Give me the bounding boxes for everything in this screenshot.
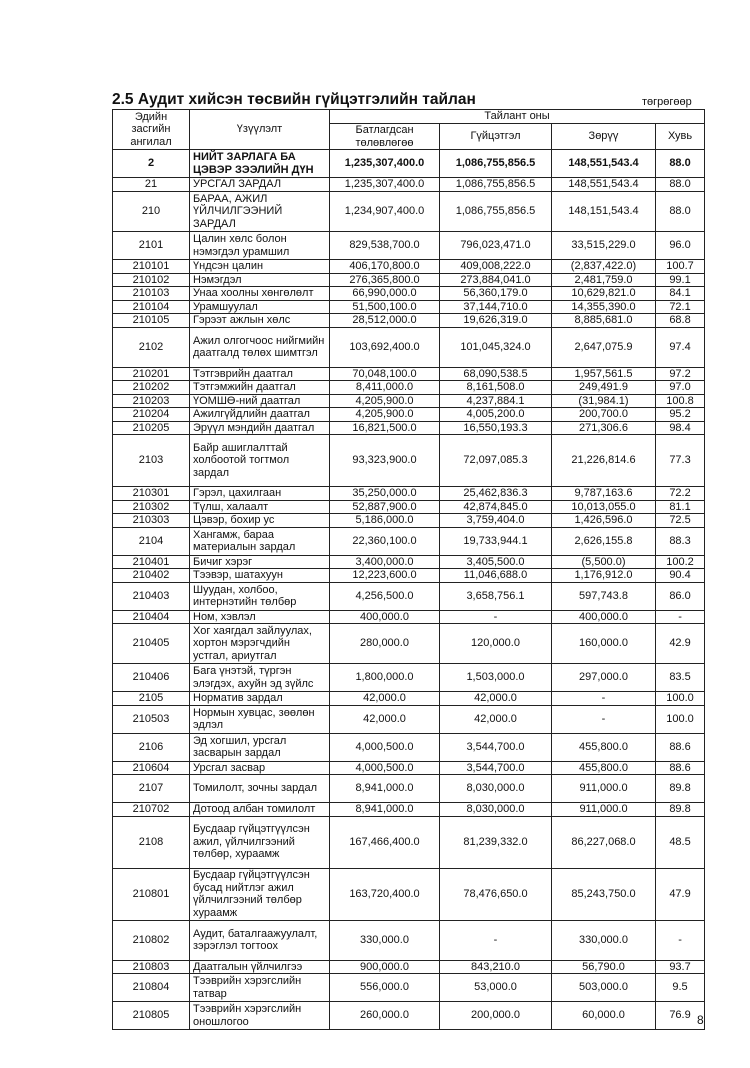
cell-name: Аудит, баталгаажуулалт, зэрэглэл тогтоох bbox=[190, 920, 330, 960]
cell-actual: 3,544,700.0 bbox=[440, 733, 552, 761]
table-row bbox=[113, 1002, 705, 1030]
table-row bbox=[113, 327, 705, 367]
cell-diff: 10,013,055.0 bbox=[552, 500, 656, 514]
table-row bbox=[113, 314, 705, 328]
table-row bbox=[113, 920, 705, 960]
cell-code: 210 bbox=[113, 192, 190, 232]
table-row bbox=[113, 527, 705, 555]
cell-pct: 88.0 bbox=[656, 192, 705, 232]
cell-pct: 42.9 bbox=[656, 624, 705, 664]
cell-code: 210302 bbox=[113, 500, 190, 514]
cell-diff: 33,515,229.0 bbox=[552, 232, 656, 260]
cell-diff: 271,306.6 bbox=[552, 421, 656, 435]
cell-actual: 200,000.0 bbox=[440, 1002, 552, 1030]
cell-diff: 14,355,390.0 bbox=[552, 300, 656, 314]
cell-diff: 455,800.0 bbox=[552, 761, 656, 775]
cell-plan: 70,048,100.0 bbox=[330, 367, 440, 381]
header-plan: Батлагдсан төлөвлөгөө bbox=[330, 124, 440, 150]
cell-code: 210403 bbox=[113, 582, 190, 610]
cell-pct: 89.8 bbox=[656, 803, 705, 817]
cell-plan: 167,466,400.0 bbox=[330, 816, 440, 868]
cell-actual: 120,000.0 bbox=[440, 624, 552, 664]
header-code: Эдийн засгийн ангилал bbox=[113, 110, 190, 150]
cell-diff: 911,000.0 bbox=[552, 803, 656, 817]
cell-code: 210105 bbox=[113, 314, 190, 328]
cell-code: 210301 bbox=[113, 487, 190, 501]
cell-plan: 8,941,000.0 bbox=[330, 803, 440, 817]
cell-plan: 16,821,500.0 bbox=[330, 421, 440, 435]
cell-plan: 163,720,400.0 bbox=[330, 868, 440, 920]
cell-actual: 4,005,200.0 bbox=[440, 408, 552, 422]
cell-diff: (31,984.1) bbox=[552, 394, 656, 408]
cell-actual: 68,090,538.5 bbox=[440, 367, 552, 381]
cell-name: Цалин хөлс болон нэмэгдэл урамшил bbox=[190, 232, 330, 260]
table-row bbox=[113, 232, 705, 260]
cell-code: 2107 bbox=[113, 775, 190, 803]
cell-pct: 88.0 bbox=[656, 178, 705, 192]
budget-table bbox=[112, 109, 705, 1030]
cell-pct: 72.2 bbox=[656, 487, 705, 501]
cell-plan: 260,000.0 bbox=[330, 1002, 440, 1030]
cell-actual: - bbox=[440, 610, 552, 624]
cell-pct: - bbox=[656, 920, 705, 960]
cell-pct: 68.8 bbox=[656, 314, 705, 328]
cell-diff: 8,885,681.0 bbox=[552, 314, 656, 328]
cell-name: Ажил олгогчоос нийгмийн даатгалд төлөх шимтгэл bbox=[190, 327, 330, 367]
cell-actual: 42,000.0 bbox=[440, 705, 552, 733]
header-diff: Зөрүү bbox=[552, 124, 656, 150]
cell-name: Дотоод албан томилолт bbox=[190, 803, 330, 817]
cell-name: Байр ашиглалттай холбоотой тогтмол зардал bbox=[190, 435, 330, 487]
cell-plan: 900,000.0 bbox=[330, 960, 440, 974]
cell-plan: 22,360,100.0 bbox=[330, 527, 440, 555]
table-row bbox=[113, 394, 705, 408]
cell-name: Тээвэр, шатахуун bbox=[190, 569, 330, 583]
cell-plan: 103,692,400.0 bbox=[330, 327, 440, 367]
cell-diff: 503,000.0 bbox=[552, 974, 656, 1002]
cell-actual: 56,360,179.0 bbox=[440, 287, 552, 301]
cell-pct: 89.8 bbox=[656, 775, 705, 803]
cell-diff: 21,226,814.6 bbox=[552, 435, 656, 487]
table-row bbox=[113, 664, 705, 692]
cell-code: 210205 bbox=[113, 421, 190, 435]
cell-name: Тэтгэмжийн даатгал bbox=[190, 381, 330, 395]
cell-code: 210604 bbox=[113, 761, 190, 775]
table-row bbox=[113, 192, 705, 232]
cell-pct: 88.0 bbox=[656, 150, 705, 178]
cell-actual: 3,544,700.0 bbox=[440, 761, 552, 775]
table-row bbox=[113, 803, 705, 817]
cell-plan: 35,250,000.0 bbox=[330, 487, 440, 501]
table-row bbox=[113, 260, 705, 274]
cell-code: 210202 bbox=[113, 381, 190, 395]
cell-code: 210805 bbox=[113, 1002, 190, 1030]
cell-name: Тэтгэврийн даатгал bbox=[190, 367, 330, 381]
cell-plan: 1,234,907,400.0 bbox=[330, 192, 440, 232]
cell-pct: 84.1 bbox=[656, 287, 705, 301]
cell-diff: 200,700.0 bbox=[552, 408, 656, 422]
cell-actual: 72,097,085.3 bbox=[440, 435, 552, 487]
cell-code: 2106 bbox=[113, 733, 190, 761]
cell-diff: 1,176,912.0 bbox=[552, 569, 656, 583]
cell-actual: 1,086,755,856.5 bbox=[440, 178, 552, 192]
cell-pct: 97.2 bbox=[656, 367, 705, 381]
table-row bbox=[113, 150, 705, 178]
cell-actual: 78,476,650.0 bbox=[440, 868, 552, 920]
cell-diff: (5,500.0) bbox=[552, 555, 656, 569]
cell-actual: 796,023,471.0 bbox=[440, 232, 552, 260]
cell-name: Эд хогшил, урсгал засварын зардал bbox=[190, 733, 330, 761]
cell-plan: 3,400,000.0 bbox=[330, 555, 440, 569]
cell-plan: 556,000.0 bbox=[330, 974, 440, 1002]
cell-pct: 72.5 bbox=[656, 514, 705, 528]
cell-actual: 8,030,000.0 bbox=[440, 775, 552, 803]
cell-name: Тээврийн хэрэгслийн татвар bbox=[190, 974, 330, 1002]
cell-diff: 9,787,163.6 bbox=[552, 487, 656, 501]
cell-name: Үндсэн цалин bbox=[190, 260, 330, 274]
cell-diff: 1,426,596.0 bbox=[552, 514, 656, 528]
cell-name: НИЙТ ЗАРЛАГА БА ЦЭВЭР ЗЭЭЛИЙН ДҮН bbox=[190, 150, 330, 178]
table-row bbox=[113, 692, 705, 706]
cell-code: 210803 bbox=[113, 960, 190, 974]
table-row bbox=[113, 868, 705, 920]
cell-name: Шуудан, холбоо, интернэтийн төлбөр bbox=[190, 582, 330, 610]
cell-actual: 19,626,319.0 bbox=[440, 314, 552, 328]
cell-plan: 1,235,307,400.0 bbox=[330, 178, 440, 192]
cell-code: 210404 bbox=[113, 610, 190, 624]
cell-diff: 85,243,750.0 bbox=[552, 868, 656, 920]
cell-name: Цэвэр, бохир ус bbox=[190, 514, 330, 528]
cell-plan: 42,000.0 bbox=[330, 705, 440, 733]
cell-actual: 101,045,324.0 bbox=[440, 327, 552, 367]
cell-pct: 95.2 bbox=[656, 408, 705, 422]
cell-pct: 81.1 bbox=[656, 500, 705, 514]
cell-diff: 455,800.0 bbox=[552, 733, 656, 761]
cell-diff: (2,837,422.0) bbox=[552, 260, 656, 274]
cell-diff: 148,551,543.4 bbox=[552, 150, 656, 178]
cell-plan: 52,887,900.0 bbox=[330, 500, 440, 514]
cell-diff: 400,000.0 bbox=[552, 610, 656, 624]
cell-actual: 409,008,222.0 bbox=[440, 260, 552, 274]
cell-plan: 330,000.0 bbox=[330, 920, 440, 960]
cell-actual: 37,144,710.0 bbox=[440, 300, 552, 314]
cell-pct: 93.7 bbox=[656, 960, 705, 974]
cell-pct: 99.1 bbox=[656, 273, 705, 287]
table-row bbox=[113, 381, 705, 395]
cell-pct: 72.1 bbox=[656, 300, 705, 314]
cell-name: Түлш, халаалт bbox=[190, 500, 330, 514]
cell-diff: - bbox=[552, 705, 656, 733]
cell-diff: 2,481,759.0 bbox=[552, 273, 656, 287]
cell-name: Урсгал засвар bbox=[190, 761, 330, 775]
table-row bbox=[113, 582, 705, 610]
header-pct: Хувь bbox=[656, 124, 705, 150]
table-row bbox=[113, 610, 705, 624]
table-row bbox=[113, 487, 705, 501]
cell-code: 210303 bbox=[113, 514, 190, 528]
cell-pct: 86.0 bbox=[656, 582, 705, 610]
cell-plan: 1,800,000.0 bbox=[330, 664, 440, 692]
cell-code: 210801 bbox=[113, 868, 190, 920]
cell-pct: 48.5 bbox=[656, 816, 705, 868]
cell-actual: 8,161,508.0 bbox=[440, 381, 552, 395]
cell-pct: 100.8 bbox=[656, 394, 705, 408]
cell-code: 210102 bbox=[113, 273, 190, 287]
cell-plan: 8,411,000.0 bbox=[330, 381, 440, 395]
cell-pct: 100.0 bbox=[656, 705, 705, 733]
cell-name: Ном, хэвлэл bbox=[190, 610, 330, 624]
table-row bbox=[113, 974, 705, 1002]
unit-label: төгрөгөөр bbox=[642, 96, 692, 108]
cell-plan: 4,000,500.0 bbox=[330, 761, 440, 775]
cell-name: Урамшуулал bbox=[190, 300, 330, 314]
table-row bbox=[113, 775, 705, 803]
cell-name: Норматив зардал bbox=[190, 692, 330, 706]
cell-actual: 843,210.0 bbox=[440, 960, 552, 974]
cell-actual: 16,550,193.3 bbox=[440, 421, 552, 435]
table-row bbox=[113, 555, 705, 569]
cell-name: Унаа хоолны хөнгөлөлт bbox=[190, 287, 330, 301]
cell-pct: 77.3 bbox=[656, 435, 705, 487]
cell-pct: 100.7 bbox=[656, 260, 705, 274]
cell-diff: 297,000.0 bbox=[552, 664, 656, 692]
cell-pct: 9.5 bbox=[656, 974, 705, 1002]
cell-name: Хог хаягдал зайлуулах, хортон мэрэгчдийн устгал, ариутгал bbox=[190, 624, 330, 664]
cell-diff: 2,626,155.8 bbox=[552, 527, 656, 555]
cell-plan: 12,223,600.0 bbox=[330, 569, 440, 583]
cell-pct: 76.9 bbox=[656, 1002, 705, 1030]
cell-name: Гэрээт ажлын хөлс bbox=[190, 314, 330, 328]
cell-plan: 5,186,000.0 bbox=[330, 514, 440, 528]
cell-name: Бусдаар гүйцэтгүүлсэн бусад нийтлэг ажил үйлчилгээний төлбөр хураамж bbox=[190, 868, 330, 920]
header-actual: Гүйцэтгэл bbox=[440, 124, 552, 150]
cell-code: 210702 bbox=[113, 803, 190, 817]
cell-actual: - bbox=[440, 920, 552, 960]
cell-diff: 148,151,543.4 bbox=[552, 192, 656, 232]
cell-actual: 8,030,000.0 bbox=[440, 803, 552, 817]
cell-code: 210802 bbox=[113, 920, 190, 960]
cell-plan: 276,365,800.0 bbox=[330, 273, 440, 287]
cell-plan: 829,538,700.0 bbox=[330, 232, 440, 260]
cell-diff: 86,227,068.0 bbox=[552, 816, 656, 868]
cell-actual: 3,658,756.1 bbox=[440, 582, 552, 610]
cell-code: 210405 bbox=[113, 624, 190, 664]
cell-name: Гэрэл, цахилгаан bbox=[190, 487, 330, 501]
cell-name: Бичиг хэрэг bbox=[190, 555, 330, 569]
cell-code: 210104 bbox=[113, 300, 190, 314]
cell-name: Ажилгүйдлийн даатгал bbox=[190, 408, 330, 422]
cell-plan: 406,170,800.0 bbox=[330, 260, 440, 274]
cell-diff: 10,629,821.0 bbox=[552, 287, 656, 301]
table-row bbox=[113, 514, 705, 528]
cell-plan: 4,205,900.0 bbox=[330, 408, 440, 422]
cell-pct: 83.5 bbox=[656, 664, 705, 692]
cell-name: УРСГАЛ ЗАРДАЛ bbox=[190, 178, 330, 192]
cell-actual: 81,239,332.0 bbox=[440, 816, 552, 868]
cell-code: 21 bbox=[113, 178, 190, 192]
cell-actual: 3,759,404.0 bbox=[440, 514, 552, 528]
table-row bbox=[113, 178, 705, 192]
table-row bbox=[113, 408, 705, 422]
table-row bbox=[113, 273, 705, 287]
cell-actual: 53,000.0 bbox=[440, 974, 552, 1002]
cell-pct: 97.0 bbox=[656, 381, 705, 395]
cell-code: 210101 bbox=[113, 260, 190, 274]
cell-pct: 100.0 bbox=[656, 692, 705, 706]
cell-actual: 19,733,944.1 bbox=[440, 527, 552, 555]
cell-diff: 2,647,075.9 bbox=[552, 327, 656, 367]
cell-code: 2108 bbox=[113, 816, 190, 868]
table-row bbox=[113, 367, 705, 381]
table-body bbox=[113, 150, 705, 1030]
cell-code: 210401 bbox=[113, 555, 190, 569]
cell-name: Бага үнэтэй, түргэн элэгдэх, ахуйн эд зүйлс bbox=[190, 664, 330, 692]
cell-actual: 273,884,041.0 bbox=[440, 273, 552, 287]
cell-pct: 98.4 bbox=[656, 421, 705, 435]
cell-diff: 60,000.0 bbox=[552, 1002, 656, 1030]
table-row bbox=[113, 733, 705, 761]
cell-plan: 1,235,307,400.0 bbox=[330, 150, 440, 178]
cell-plan: 28,512,000.0 bbox=[330, 314, 440, 328]
cell-plan: 66,990,000.0 bbox=[330, 287, 440, 301]
cell-code: 2 bbox=[113, 150, 190, 178]
cell-pct: 47.9 bbox=[656, 868, 705, 920]
cell-pct: 88.6 bbox=[656, 761, 705, 775]
cell-plan: 4,000,500.0 bbox=[330, 733, 440, 761]
page-number: 8 bbox=[697, 1013, 704, 1027]
cell-plan: 51,500,100.0 bbox=[330, 300, 440, 314]
cell-code: 210203 bbox=[113, 394, 190, 408]
cell-name: Томилолт, зочны зардал bbox=[190, 775, 330, 803]
cell-name: БАРАА, АЖИЛ ҮЙЛЧИЛГЭЭНИЙ ЗАРДАЛ bbox=[190, 192, 330, 232]
cell-actual: 1,086,755,856.5 bbox=[440, 192, 552, 232]
cell-diff: - bbox=[552, 692, 656, 706]
cell-diff: 911,000.0 bbox=[552, 775, 656, 803]
cell-pct: - bbox=[656, 610, 705, 624]
cell-code: 210402 bbox=[113, 569, 190, 583]
cell-pct: 88.6 bbox=[656, 733, 705, 761]
cell-code: 210406 bbox=[113, 664, 190, 692]
cell-plan: 8,941,000.0 bbox=[330, 775, 440, 803]
table-row bbox=[113, 300, 705, 314]
cell-plan: 280,000.0 bbox=[330, 624, 440, 664]
cell-name: Бусдаар гүйцэтгүүлсэн ажил, үйлчилгээний төлбөр, хураамж bbox=[190, 816, 330, 868]
cell-pct: 90.4 bbox=[656, 569, 705, 583]
cell-actual: 4,237,884.1 bbox=[440, 394, 552, 408]
table-row bbox=[113, 421, 705, 435]
cell-code: 210201 bbox=[113, 367, 190, 381]
cell-code: 2105 bbox=[113, 692, 190, 706]
table-row bbox=[113, 816, 705, 868]
cell-name: ҮОМШӨ-ний даатгал bbox=[190, 394, 330, 408]
cell-name: Тээврийн хэрэгслийн оношлогоо bbox=[190, 1002, 330, 1030]
cell-actual: 42,874,845.0 bbox=[440, 500, 552, 514]
cell-actual: 25,462,836.3 bbox=[440, 487, 552, 501]
cell-code: 210804 bbox=[113, 974, 190, 1002]
cell-diff: 160,000.0 bbox=[552, 624, 656, 664]
cell-plan: 42,000.0 bbox=[330, 692, 440, 706]
page-title: 2.5 Аудит хийсэн төсвийн гүйцэтгэлийн тайлан bbox=[112, 91, 476, 108]
header-name: Үзүүлэлт bbox=[190, 110, 330, 150]
table-row bbox=[113, 569, 705, 583]
cell-name: Нэмэгдэл bbox=[190, 273, 330, 287]
cell-code: 210204 bbox=[113, 408, 190, 422]
cell-plan: 400,000.0 bbox=[330, 610, 440, 624]
table-row bbox=[113, 705, 705, 733]
cell-plan: 93,323,900.0 bbox=[330, 435, 440, 487]
table-row bbox=[113, 624, 705, 664]
cell-code: 2104 bbox=[113, 527, 190, 555]
cell-diff: 330,000.0 bbox=[552, 920, 656, 960]
table-row bbox=[113, 287, 705, 301]
cell-pct: 88.3 bbox=[656, 527, 705, 555]
cell-code: 2103 bbox=[113, 435, 190, 487]
cell-pct: 100.2 bbox=[656, 555, 705, 569]
cell-plan: 4,256,500.0 bbox=[330, 582, 440, 610]
table-row bbox=[113, 435, 705, 487]
cell-pct: 96.0 bbox=[656, 232, 705, 260]
cell-pct: 97.4 bbox=[656, 327, 705, 367]
header-group: Тайлант оны bbox=[330, 110, 705, 124]
cell-plan: 4,205,900.0 bbox=[330, 394, 440, 408]
cell-code: 210503 bbox=[113, 705, 190, 733]
table-row bbox=[113, 960, 705, 974]
cell-diff: 56,790.0 bbox=[552, 960, 656, 974]
cell-actual: 3,405,500.0 bbox=[440, 555, 552, 569]
cell-diff: 597,743.8 bbox=[552, 582, 656, 610]
cell-actual: 1,503,000.0 bbox=[440, 664, 552, 692]
cell-code: 210103 bbox=[113, 287, 190, 301]
cell-actual: 1,086,755,856.5 bbox=[440, 150, 552, 178]
cell-actual: 11,046,688.0 bbox=[440, 569, 552, 583]
cell-diff: 249,491.9 bbox=[552, 381, 656, 395]
cell-name: Хангамж, бараа материалын зардал bbox=[190, 527, 330, 555]
cell-code: 2102 bbox=[113, 327, 190, 367]
table-row bbox=[113, 761, 705, 775]
cell-name: Нормын хувцас, зөөлөн эдлэл bbox=[190, 705, 330, 733]
cell-diff: 148,551,543.4 bbox=[552, 178, 656, 192]
cell-diff: 1,957,561.5 bbox=[552, 367, 656, 381]
cell-name: Даатгалын үйлчилгээ bbox=[190, 960, 330, 974]
cell-actual: 42,000.0 bbox=[440, 692, 552, 706]
cell-name: Эрүүл мэндийн даатгал bbox=[190, 421, 330, 435]
table-row bbox=[113, 500, 705, 514]
cell-code: 2101 bbox=[113, 232, 190, 260]
